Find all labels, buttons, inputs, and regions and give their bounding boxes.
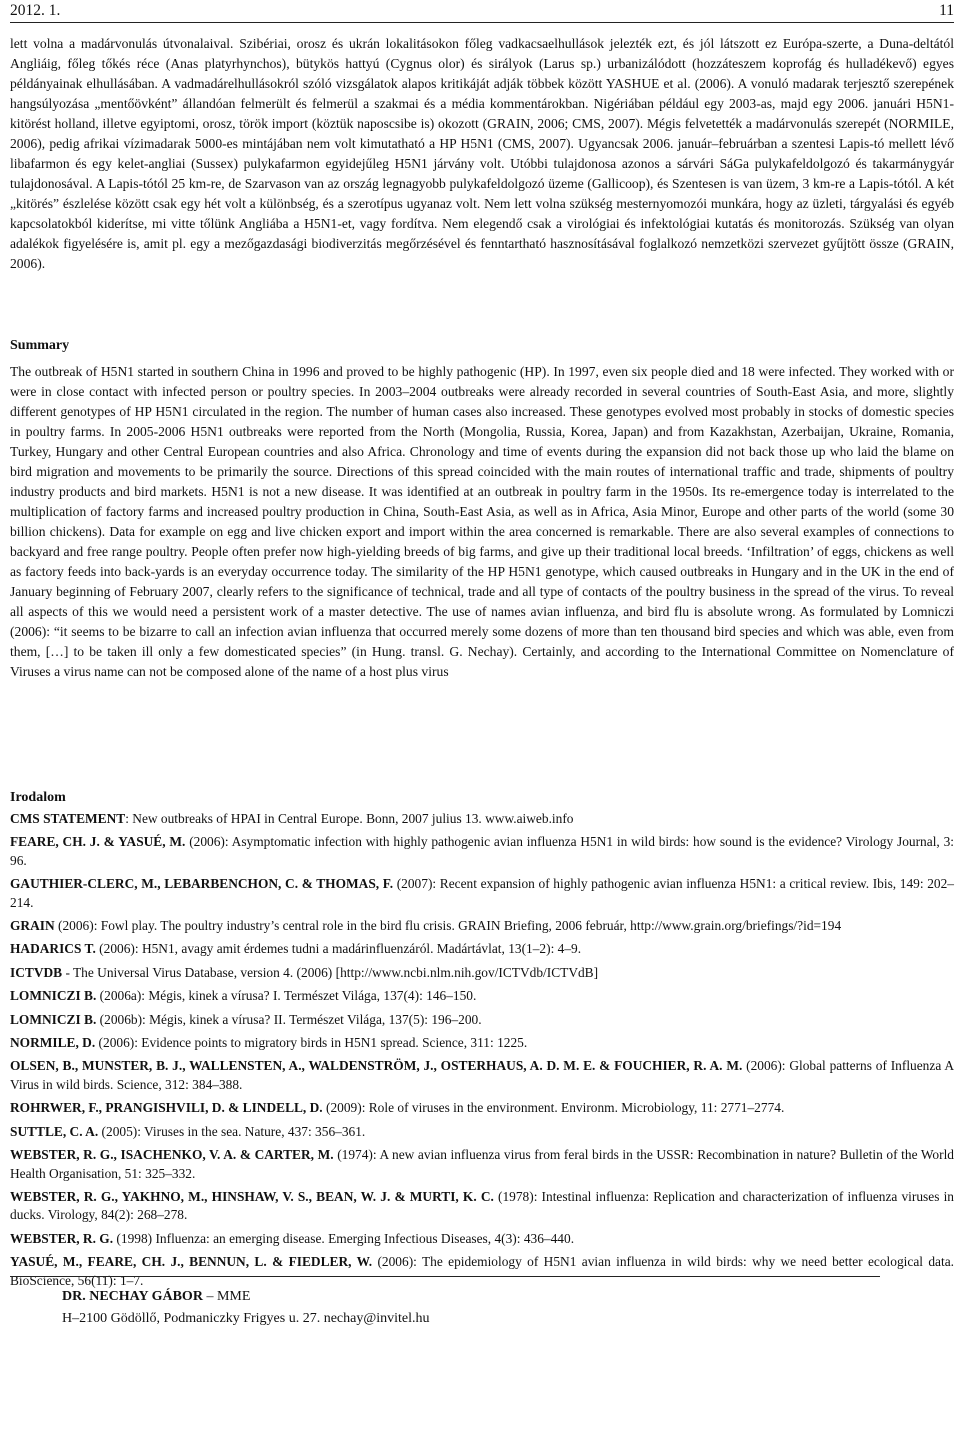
reference-authors: WEBSTER, R. G., YAKHNO, M., HINSHAW, V. S., BEAN, W. J. & MURTI, K. C. bbox=[10, 1188, 494, 1204]
reference-authors: WEBSTER, R. G., ISACHENKO, V. A. & CARTER, M. bbox=[10, 1147, 334, 1163]
reference-authors: WEBSTER, R. G. bbox=[10, 1230, 114, 1246]
reference-item bbox=[10, 833, 954, 870]
reference-authors: LOMNICZI B. bbox=[10, 1011, 97, 1027]
issue-date: 2012. 1. bbox=[10, 2, 61, 19]
references-heading: Irodalom bbox=[10, 790, 66, 805]
reference-text: (1998) Influenza: an emerging disease. Emerging Infectious Diseases, 4(3): 436–440. bbox=[113, 1230, 575, 1246]
reference-item bbox=[10, 1188, 954, 1225]
reference-authors: YASUÉ, M., FEARE, CH. J., BENNUN, L. & FIEDLER, W. bbox=[10, 1254, 373, 1270]
author-signature bbox=[62, 1286, 430, 1330]
reference-authors: HADARICS T. bbox=[10, 941, 96, 957]
signature-divider bbox=[10, 1276, 880, 1277]
reference-text: (2006): H5N1, avagy amit érdemes tudni a madárinfluenzáról. Madártávlat, 13(1–2): 4–9. bbox=[95, 941, 582, 957]
reference-authors: SUTTLE, C. A. bbox=[10, 1123, 99, 1139]
article-body bbox=[10, 34, 954, 274]
reference-authors: GAUTHIER-CLERC, M., LEBARBENCHON, C. & THOMAS, F. bbox=[10, 876, 394, 892]
author-address: H–2100 Gödöllő, Podmaniczky Frigyes u. 27. nechay@invitel.hu bbox=[62, 1311, 430, 1326]
reference-authors: NORMILE, D. bbox=[10, 1035, 96, 1051]
reference-item bbox=[10, 940, 954, 958]
author-org: – MME bbox=[202, 1289, 251, 1304]
intro-paragraph: lett volna a madárvonulás útvonalaival. Szibériai, orosz és ukrán lokalitásokon főleg vadkacsaelhullások jelezték ezt, és jól látszott ez Európa-szerte, a Duna-deltától Angliáig, főleg tőkés réce (Anas platyrhynchos), bütykös hattyú (Cygnus olor) és sirályok (Larus sp.) urbanizálódott (hozzáteszem koprofág és hulladékevő) egyes példányainak elhullásában. A vadmadárelhullásokról szóló vizsgálatok alapos kritikáját adják többek között YASHUE et al. (2006). A vonuló madarak terjesztő szerepének hangsúlyozása „mentőövként” állandóan felmerült és felmerül a szakmai és a média kommentárokban. Nigériában például egy 2003-as, majd egy 2006. januári H5N1-kitörést holland, illetve egyiptomi, orosz, török import (köztük naposcsibe is) okozott (GRAIN, 2006; CMS, 2007). Mégis felvetették a madárvonulás szerepét (NORMILE, 2006), pedig afrikai vízimadarak 5000-es mintájában nem volt kimutatható a HP H5N1 (CMS, 2007). Ugyancsak 2006. január–februárban a szentesi Lapis-tó mellett lévő libafarmon és egy kelet-angliai (Sussex) pulykafarmon egyidejűleg H5N1 járvány volt. Utóbbi tulajdonosa azonos a sárvári SáGa pulykafeldolgozó és takarmánygyár tulajdonosával. A Lapis-tótól 25 km-re, de Szarvason van az ország legnagyobb pulykafeldolgozó üzeme (Gallicoop), és Szentesen is van üzem, 3 km-re a Lapis-tótól. A két „kitörés” észlelése között csak egy hét volt a különbség, és a szerotípus ugyanaz volt. Nem lett volna szükség mesternyomozói munkára, hogy az üzleti, tárgyalási és egyéb kapcsolatokból kiderítse, mi vitte tőlünk Angliába a H5N1-et, vagy fordítva. Nem elegendő csak a virológiai és infektológiai kutatás és monitorozás. Szükség van olyan adalékok figyelésére is, amit pl. egy a mezőgazdasági biodiverzitás megőrzésével és fenntartható hasznosításával foglalkozó nemzetközi szervezet gyűjtött össze (GRAIN, 2006). bbox=[10, 36, 954, 271]
references-section bbox=[10, 788, 954, 808]
reference-item bbox=[10, 1099, 954, 1117]
reference-authors: OLSEN, B., MUNSTER, B. J., WALLENSTEN, A., WALDENSTRÖM, J., OSTERHAUS, A. D. M. E. & FOUCHIER, R. A. M. bbox=[10, 1058, 743, 1074]
reference-item bbox=[10, 1146, 954, 1183]
reference-item bbox=[10, 1230, 954, 1248]
reference-text: (2006): Fowl play. The poultry industry’s central role in the bird flu crisis. GRAIN Briefing, 2006 február, http://www.grain.org/briefings/?id=194 bbox=[54, 918, 842, 934]
reference-item bbox=[10, 1123, 954, 1141]
reference-item bbox=[10, 1253, 954, 1290]
reference-authors: ROHRWER, F., PRANGISHVILI, D. & LINDELL, D. bbox=[10, 1100, 323, 1116]
summary-heading: Summary bbox=[10, 338, 70, 353]
page-number: 11 bbox=[939, 2, 954, 19]
reference-text: (2006a): Mégis, kinek a vírusa? I. Természet Világa, 137(4): 146–150. bbox=[96, 988, 477, 1004]
reference-text: (1978): Intestinal influenza: Replication and characterization of influenza viruses in ducks. Virology, 84(2): 268–278. bbox=[10, 1188, 954, 1223]
reference-item bbox=[10, 810, 954, 828]
reference-text: : New outbreaks of HPAI in Central Europe. Bonn, 2007 julius 13. www.aiweb.info bbox=[125, 811, 574, 826]
reference-authors: FEARE, CH. J. & YASUÉ, M. bbox=[10, 834, 186, 850]
reference-text: (2006): The epidemiology of H5N1 avian influenza in wild birds: why we need better ecological data. BioScience, 56(11): 1–7. bbox=[10, 1254, 954, 1288]
reference-text: (1974): A new avian influenza virus from feral birds in the USSR: Recombination in nature? Bulletin of the World Health Organisation, 51: 325–332. bbox=[10, 1147, 954, 1181]
reference-text: (2007): Recent expansion of highly pathogenic avian influenza H5N1: a critical review. Ibis, 149: 202–214. bbox=[10, 876, 954, 910]
summary-section bbox=[10, 336, 954, 356]
reference-text: (2005): Viruses in the sea. Nature, 437: 356–361. bbox=[98, 1123, 366, 1139]
reference-authors: LOMNICZI B. bbox=[10, 988, 97, 1004]
reference-text: (2006): Global patterns of Influenza A Virus in wild birds. Science, 312: 384–388. bbox=[10, 1058, 954, 1092]
page-header bbox=[10, 2, 954, 22]
reference-item bbox=[10, 987, 954, 1005]
reference-authors: ICTVDB bbox=[10, 964, 63, 980]
reference-item bbox=[10, 1011, 954, 1029]
reference-authors: CMS STATEMENT bbox=[10, 811, 126, 826]
reference-text: (2006): Asymptomatic infection with highly pathogenic avian influenza H5N1 in wild birds: how sound is the evidence? Virology Journal, 3: 96. bbox=[10, 834, 954, 868]
reference-text: (2006b): Mégis, kinek a vírusa? II. Természet Világa, 137(5): 196–200. bbox=[96, 1011, 482, 1027]
summary-body bbox=[10, 362, 954, 682]
author-name: DR. NECHAY GÁBOR bbox=[62, 1289, 203, 1304]
reference-authors: GRAIN bbox=[10, 918, 55, 934]
reference-item bbox=[10, 875, 954, 912]
header-divider bbox=[10, 22, 954, 23]
reference-item bbox=[10, 1057, 954, 1094]
reference-item bbox=[10, 1034, 954, 1052]
reference-item bbox=[10, 964, 954, 982]
reference-text: (2006): Evidence points to migratory birds in H5N1 spread. Science, 311: 1225. bbox=[95, 1035, 528, 1051]
references-list bbox=[10, 810, 954, 1295]
reference-text: (2009): Role of viruses in the environment. Environm. Microbiology, 11: 2771–2774. bbox=[322, 1100, 785, 1116]
reference-item bbox=[10, 917, 954, 935]
summary-paragraph: The outbreak of H5N1 started in southern China in 1996 and proved to be highly pathogenic (HP). In 1997, even six people died and 18 were infected. They worked with or were in close contact with infected person or poultry species. In 2003–2004 outbreaks were already recorded in several countries of South-East Asia, and more, slightly different genotypes of HP H5N1 circulated in the region. The number of human cases also increased. These genotypes evolved most probably in stocks of domestic species in poultry farms. In 2005-2006 H5N1 outbreaks were reported from the North (Mongolia, Russia, Korea, Japan) and from Kazakhstan, Azerbaijan, Ukraine, Romania, Turkey, Hungary and other Central European countries and also Africa. Chronology and time of events during the expansion did not back those up who laid the blame on bird migration and movements to be primarily the source. Directions of this spread coincided with the main routes of international traffic and trade, shipments of poultry industry products and bird markets. H5N1 is not a new disease. It was identified at an outbreak in poultry farm in the 1950s. Its re-emergence today is interrelated to the multiplication of factory farms and increased poultry production in China, South-East Asia, as well as in Africa, Asia Minor, Europe and other parts of the world (some 30 billion chickens). Data for example on egg and live chicken export and import within the area concerned is remarkable. There are also several examples of connections to backyard and free range poultry. People often prefer now high-yielding breeds of big farms, and give up their traditional local breeds. ‘Infiltration’ of eggs, chickens as well as factory feeds into back-yards is an everyday occurrence today. The similarity of the HP H5N1 genotype, which caused outbreaks in Hungary and in the UK in the end of January beginning of February 2007, clearly refers to the significance of technical, trade and all type of contacts of the poultry business in the spread of the virus. To reveal all aspects of this we would need a persistent work of a master detective. The use of names avian influenza, and bird flu is absolute wrong. As formulated by Lomniczi (2006): “it seems to be bizarre to call an infection avian influenza that occurred merely some dozens of more than ten thousand bird species and which was able, even from them, […] to be taken ill only a few domesticated species” (in Hung. transl. G. Nechay). Certainly, and according to the International Committee on Nomenclature of Viruses a virus name can not be composed alone of the name of a host plus virus bbox=[10, 364, 954, 679]
reference-text: - The Universal Virus Database, version 4. (2006) [http://www.ncbi.nlm.nih.gov/ICTVdb/ICTVdB] bbox=[62, 964, 599, 980]
